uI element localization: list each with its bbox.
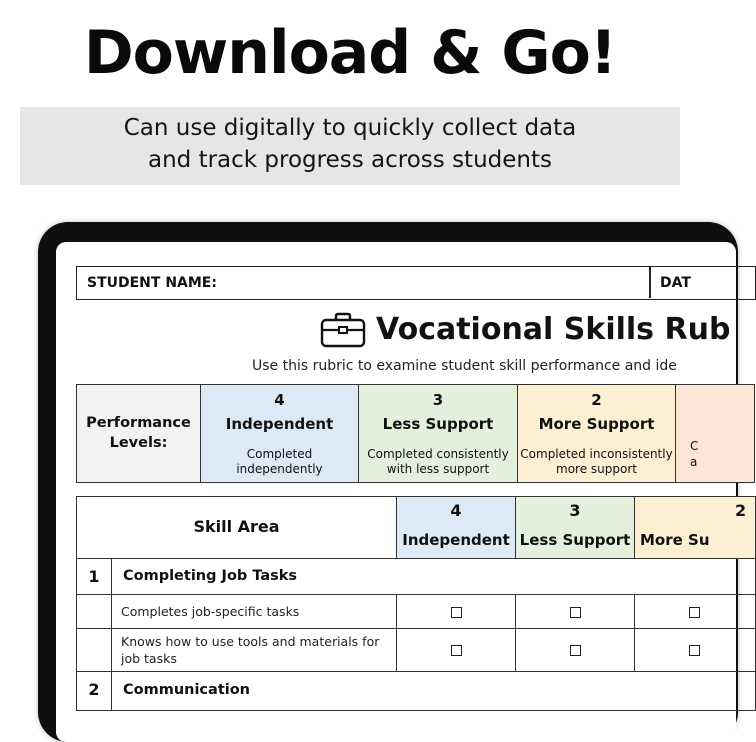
checkbox-icon[interactable]	[570, 645, 581, 656]
column-name: More Su	[640, 531, 710, 549]
level-name: Less Support	[382, 415, 494, 433]
column-header-2	[634, 496, 756, 559]
column-name: Less Support	[519, 531, 631, 549]
level-cell-3	[358, 384, 518, 483]
level-desc-line-2: more support	[556, 462, 637, 476]
hero-title: Download & Go!	[83, 18, 617, 88]
skill-label: Completes job-specific tasks	[121, 604, 300, 619]
levels-label-line-2: Levels:	[109, 435, 168, 451]
performance-levels-label-cell	[76, 384, 201, 483]
column-number: 4	[450, 501, 462, 520]
subtitle-box	[20, 107, 680, 185]
checkbox-icon[interactable]	[689, 645, 700, 656]
levels-label-line-1: Performance	[86, 415, 191, 431]
rating-cell	[396, 628, 516, 672]
level-desc-line-1: Completed consistently	[367, 447, 509, 461]
skill-area-label: Skill Area	[193, 517, 280, 536]
column-number: 2	[735, 501, 747, 520]
instructions-text: Use this rubric to examine student skill performance and ide	[252, 358, 677, 374]
section-number: 2	[88, 680, 100, 699]
row-spacer	[76, 628, 112, 672]
section-title: Communication	[123, 682, 251, 698]
section-title-cell	[111, 671, 756, 711]
checkbox-icon[interactable]	[570, 607, 581, 618]
briefcase-icon	[320, 312, 366, 348]
level-number: 4	[274, 391, 285, 409]
student-info-bar	[76, 266, 756, 300]
column-header-3	[515, 496, 635, 559]
rating-cell	[634, 594, 756, 629]
table-row	[111, 594, 397, 629]
row-spacer	[76, 594, 112, 629]
level-cell-1	[675, 384, 755, 483]
section-number-cell	[76, 558, 112, 595]
skill-area-header	[76, 496, 397, 559]
level-number: 2	[591, 391, 602, 409]
namebar-divider	[649, 267, 651, 298]
level-number: 3	[432, 391, 444, 409]
column-name: Independent	[402, 531, 510, 549]
subtitle-line-2: and track progress across students	[148, 147, 552, 173]
level-desc-line-2: a	[690, 455, 698, 469]
section-number: 1	[88, 567, 100, 586]
level-cell-2	[517, 384, 676, 483]
checkbox-icon[interactable]	[451, 607, 462, 618]
level-desc-line-2: independently	[236, 462, 323, 476]
level-desc-line-1: Completed inconsistently	[520, 447, 673, 461]
section-title: Completing Job Tasks	[123, 568, 298, 584]
rating-cell	[396, 594, 516, 629]
table-row	[111, 628, 397, 672]
student-name-label: STUDENT NAME:	[87, 275, 217, 291]
level-name: Independent	[225, 415, 334, 433]
subtitle-line-1: Can use digitally to quickly collect data	[123, 115, 577, 141]
level-desc-line-1: C	[690, 439, 699, 453]
rating-cell	[634, 628, 756, 672]
column-number: 3	[569, 501, 581, 520]
checkbox-icon[interactable]	[689, 607, 700, 618]
level-desc-line-1: Completed	[246, 447, 313, 461]
level-cell-4	[200, 384, 359, 483]
section-number-cell	[76, 671, 112, 711]
date-label: DAT	[660, 275, 691, 291]
rating-cell	[515, 628, 635, 672]
tablet-screen	[56, 242, 747, 742]
skill-label: Knows how to use tools and materials for job tasks	[121, 634, 380, 666]
level-desc-line-2: with less support	[386, 462, 490, 476]
rating-cell	[515, 594, 635, 629]
column-header-4	[396, 496, 516, 559]
checkbox-icon[interactable]	[451, 645, 462, 656]
section-title-cell	[111, 558, 756, 595]
document-title: Vocational Skills Rub	[376, 312, 731, 347]
level-name: More Support	[538, 415, 655, 433]
